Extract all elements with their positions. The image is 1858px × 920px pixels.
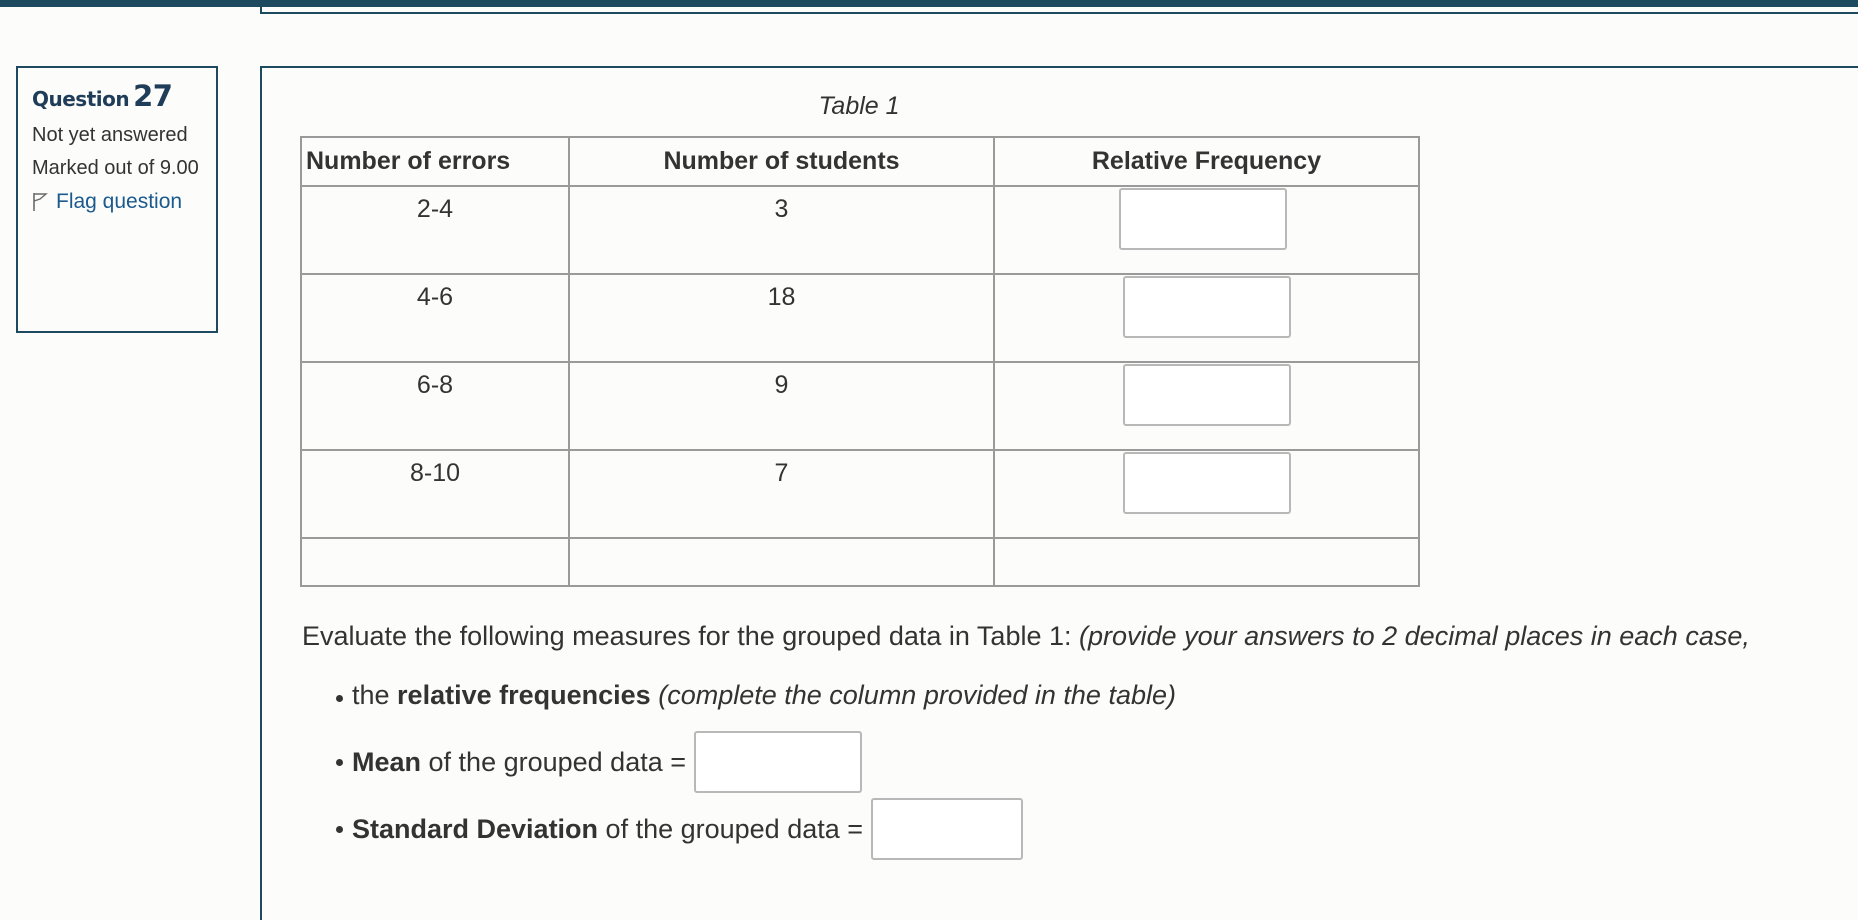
- students-value: 18: [767, 283, 796, 311]
- previous-question-panel-edge: [260, 0, 1858, 14]
- rf-bold: relative frequencies: [397, 680, 651, 710]
- instructions-text: [302, 616, 1750, 656]
- empty-cell: [994, 538, 1419, 586]
- question-info-panel: [16, 66, 218, 333]
- table-caption: Table 1: [818, 92, 900, 120]
- relative-frequency-input-3[interactable]: [1123, 364, 1291, 426]
- errors-value: 2-4: [416, 195, 454, 223]
- sd-rest: of the grouped data =: [598, 814, 864, 844]
- question-status: Not yet answered: [32, 124, 188, 146]
- table-row: [301, 362, 1419, 450]
- relative-frequency-cell: [994, 450, 1419, 538]
- list-item-standard-deviation: [352, 798, 1176, 860]
- table-row: [301, 450, 1419, 538]
- flag-question-label: Flag question: [56, 190, 183, 213]
- table-row: [301, 186, 1419, 274]
- students-cell: [569, 274, 994, 362]
- instructions-main: Evaluate the following measures for the grouped data in Table 1:: [302, 621, 1080, 651]
- question-marks: Marked out of 9.00: [32, 157, 199, 179]
- mean-input[interactable]: [694, 731, 862, 793]
- header-number-of-students: Number of students: [569, 137, 994, 186]
- frequency-table: [300, 136, 1420, 587]
- flag-icon: [32, 192, 48, 212]
- students-cell: [569, 362, 994, 450]
- relative-frequency-cell: [994, 274, 1419, 362]
- table-row: [301, 274, 1419, 362]
- table-total-row: [301, 538, 1419, 586]
- empty-cell: [569, 538, 994, 586]
- errors-cell: [301, 450, 569, 538]
- list-item-mean: [352, 726, 1176, 798]
- table-header-row: [301, 137, 1419, 186]
- relative-frequency-input-4[interactable]: [1123, 452, 1291, 514]
- empty-cell: [301, 538, 569, 586]
- errors-cell: [301, 274, 569, 362]
- students-value: 9: [774, 371, 789, 399]
- rf-note: (complete the column provided in the table): [658, 680, 1176, 710]
- students-value: 3: [774, 195, 789, 223]
- errors-cell: [301, 362, 569, 450]
- measures-list: [352, 670, 1176, 860]
- flag-question-link[interactable]: [32, 191, 202, 213]
- errors-value: 4-6: [416, 283, 454, 311]
- relative-frequency-cell: [994, 362, 1419, 450]
- sd-bold: Standard Deviation: [352, 814, 599, 844]
- relative-frequency-input-1[interactable]: [1119, 188, 1287, 250]
- rf-prefix: the: [352, 680, 398, 710]
- relative-frequency-cell: [994, 186, 1419, 274]
- header-relative-frequency: Relative Frequency: [994, 137, 1419, 186]
- instructions-note: (provide your answers to 2 decimal places in each case,: [1079, 621, 1750, 651]
- header-number-of-errors: Number of errors: [301, 137, 569, 186]
- question-label: Question: [32, 87, 130, 111]
- list-item-relative-frequencies: [352, 670, 1176, 726]
- students-cell: [569, 186, 994, 274]
- question-number: 27: [133, 79, 173, 113]
- students-value: 7: [774, 459, 789, 487]
- relative-frequency-input-2[interactable]: [1123, 276, 1291, 338]
- standard-deviation-input[interactable]: [871, 798, 1023, 860]
- errors-cell: [301, 186, 569, 274]
- errors-value: 6-8: [416, 371, 454, 399]
- mean-rest: of the grouped data =: [421, 747, 686, 777]
- question-heading: [32, 79, 202, 113]
- mean-bold: Mean: [352, 747, 422, 777]
- students-cell: [569, 450, 994, 538]
- errors-value: 8-10: [409, 459, 461, 487]
